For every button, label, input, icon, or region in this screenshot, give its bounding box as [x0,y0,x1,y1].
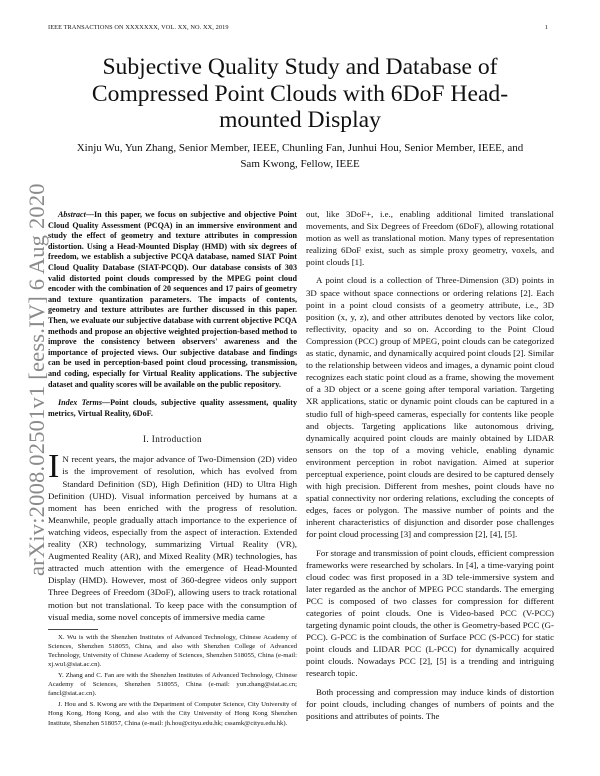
footnote-2: Y. Zhang and C. Fan are with the Shenzhen Institutes of Advanced Technology, Chinese Academy of Sciences, Shenzhen 518055, China (e-mail: yun.zhang@siat.ac.cn; fancl@siat.ac.cn). [48,672,297,698]
drop-cap: I [48,448,60,486]
left-column [48,210,297,730]
index-terms-text: —Point clouds, subjective quality assessment, quality metrics, Virtual Reality, 6DoF. [48,398,298,418]
abstract-label: Abstract [58,210,86,219]
section-heading: I. Introduction [142,434,203,445]
abstract-text: —In this paper, we focus on subjective and objective Point Cloud Quality Assessment (PCQA) in an immersive environment and study the effect of geometry and texture attributes in compression distortion. Using a Head-Mounted Display (HMD) with six degrees of freedom, we establish a subjective PCQA database, named SIAT Point Cloud Quality Database (SIAT-PCQD). Our database consists of 303 valid distorted point clouds compressed by the MPEG point cloud encoder with the combination of 20 sequences and 17 pairs of geometry and texture quantization parameters. The impacts of contents, geometry and texture attributes are further discussed in this paper. Then, we evaluate our subjective database with current objective PCQA methods and propose an objective weighted projection-based method to improve the consistency between observers' awareness and the importance of projected views. Our subjective database and findings can be used in perception-based point cloud processing, transmission, and coding, especially for Virtual Reality applications. The subjective dataset and quality scores will be available on the public repository. [48,210,297,389]
abstract [48,210,297,390]
right-column [306,208,554,722]
journal-name: IEEE TRANSACTIONS ON XXXXXXX, VOL. XX, NO. XX, 2019 [48,24,229,31]
footnote-1: X. Wu is with the Shenzhen Institutes of Advanced Technology, Chinese Academy of Sciences, Shenzhen 518055, China, and also with Shenzhen College of Advanced Technology, University of Chinese Academy of Sciences, Shenzhen 518055, China (e-mail: xj.wu1@siat.ac.cn). [48,633,297,668]
index-terms-label: Index Terms [58,398,103,408]
footnotes [48,633,297,728]
arxiv-stamp [4,183,49,576]
intro-paragraph-1-text: N recent years, the major advance of Two-Dimension (2D) video is the improvement of resolution, which has evolved from Standard Definition (SD), High Definition (HD) to Ultra High Definition (UHD). Visual information perceived by humans at a moment has been enriched with the progress of resolution. Meanwhile, people gradually attach importance to the experience of watching videos, especially from the aspect of interaction. Extended reality (XR) technology, summarizing Virtual Reality (VR), Augmented Reality (AR), and Mixed Reality (MR) technologies, has attracted much attention with the emergence of Head-Mounted Display (HMD). However, most of 360-degree videos only support Three Degrees of Freedom (3DoF), allowing users to track rotational motion but not translational. To keep pace with the consumption of visual media, some novel concepts of immersive media came [48,454,297,622]
intro-paragraph-2: A point cloud is a collection of Three-Dimension (3D) points in 3D space without space connections or ordering relations [2]. Each point in a point cloud consists of a geometry attribute, i.e., 3D position (x, y, z), and other attributes denoted by vectors like color, reflectivity, opacity and so on. According to the Point Cloud Compression (PCC) group of MPEG, point clouds can be categorized as static, dynamic, and dynamically acquired point clouds [2]. Similar to the relationship between videos and images, a dynamic point cloud recognizes each static point cloud as a frame, showing the movement of a 3D object or a scene going after temporal variation. Targeting XR applications, static or dynamic point clouds can be captured in a studio full of high-speed cameras, especially for contents like people and objects. Targeting applications like autonomous driving, dynamically acquired point clouds are mainly obtained by LIDAR sensors on the top of a moving vehicle, enabling dynamic environment perception in robot navigation. Aimed at superior perceptual experience, point clouds are desired to be captured densely with high precision. Different from meshes, point clouds have no spatial connectivity nor ordering relations, excluding the concepts of edges, faces or polygon. The massive number of points and the inherent characteristics of disjunction and disorder pose challenges for point cloud processing [3] and compression [2], [4], [5]. [306,275,554,540]
running-header [48,24,548,36]
intro-paragraph-1 [48,448,297,622]
intro-paragraph-1-continued: out, like 3DoF+, i.e., enabling additional limited translational movements, and Six Degrees of Freedom (6DoF), allowing rotational motion as well as translational motion. Many types of representation realizing 6DoF exist, such as simple proxy geometry, voxels, and point clouds [1]. [306,209,554,268]
author-list: Xinju Wu, Yun Zhang, Senior Member, IEEE, Chunling Fan, Junhui Hou, Senior Member, IEEE, and Sam Kwong, Fellow, IEEE [76,142,524,170]
intro-paragraph-4: Both processing and compression may induce kinds of distortion for point clouds, including changes of numbers of points and the positions and attributes of points. The [306,686,554,721]
paper-title: Subjective Quality Study and Database of Compressed Point Clouds with 6DoF Head-mounted Display [91,54,509,133]
footnote-divider [48,629,98,630]
arxiv-stamp-text: arXiv:2008.02501v1 [eess.IV] 6 Aug 2020 [24,183,49,576]
footnote-3: J. Hou and S. Kwong are with the Department of Computer Science, City University of Hong Kong, Hong Kong, and also with the City University of Hong Kong Shenzhen Institute, Shenzhen 518057, China (e-mail: jh.hou@cityu.edu.hk; cssamk@cityu.edu.hk). [48,701,297,727]
intro-paragraph-3: For storage and transmission of point clouds, efficient compression frameworks were researched by scholars. In [4], a time-varying point cloud codec was first proposed in a 3D tele-immersive system and later regarded as the anchor of MPEG PCC standards. The emerging PCC is composed of two classes for compression for different categories of point clouds. One is Video-based PCC (V-PCC) targeting dynamic point clouds, the other is Geometry-based PCC (G-PCC). G-PCC is the combination of Surface PCC (S-PCC) for static point clouds and LIDAR PCC (L-PCC) for dynamically acquired point clouds. Nowadays PCC [2], [5] is a trending and intriguing research topic. [306,547,554,679]
index-terms [48,398,297,419]
page-number: 1 [544,24,548,31]
